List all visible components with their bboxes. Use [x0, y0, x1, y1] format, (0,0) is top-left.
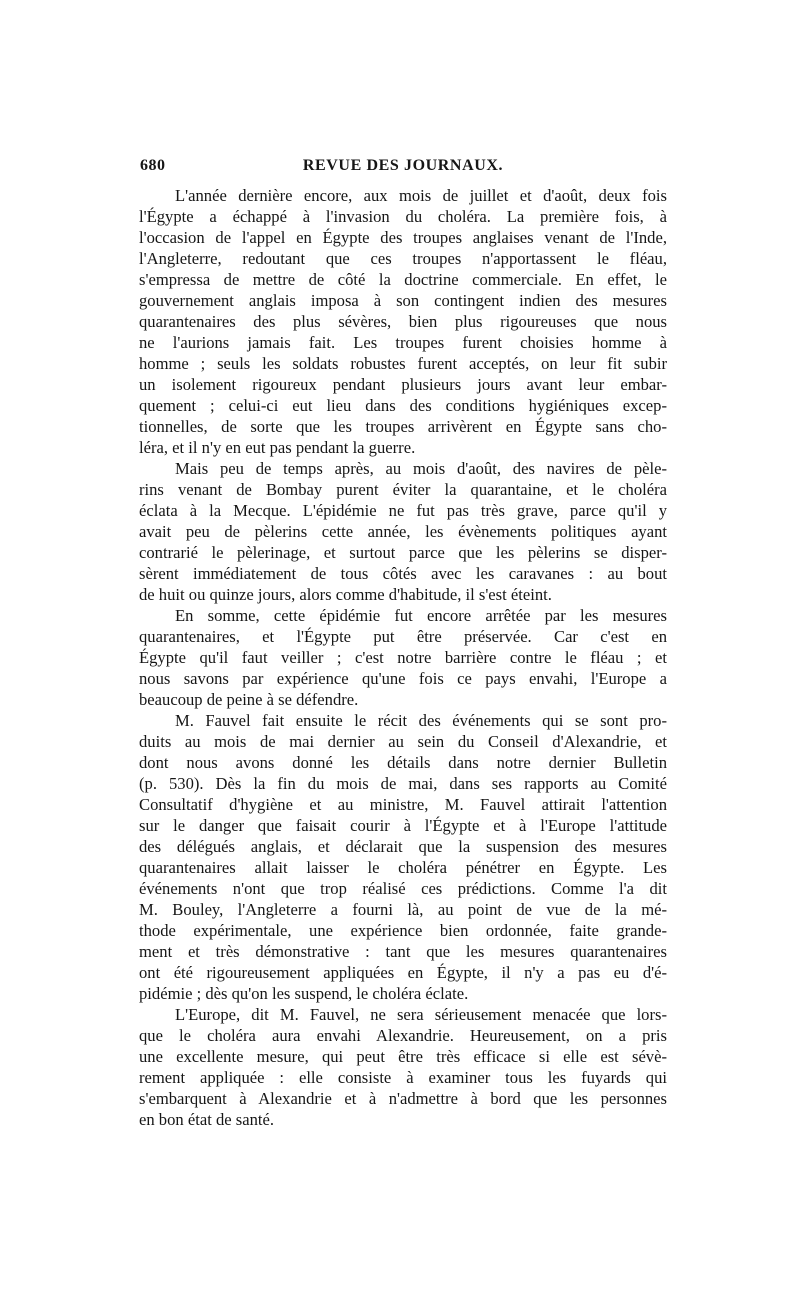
- text-line: pidémie ; dès qu'on les suspend, le choléra éclate.: [139, 984, 469, 1003]
- text-line: sèrent immédiatement de tous côtés avec les caravanes : au bout: [139, 564, 667, 583]
- text-line: en bon état de santé.: [139, 1110, 275, 1129]
- text-line: L'année dernière encore, aux mois de juillet et d'août, deux fois: [175, 186, 667, 205]
- text-line: quement ; celui-ci eut lieu dans des conditions hygiéniques excep-: [139, 396, 667, 415]
- text-line: de huit ou quinze jours, alors comme d'habitude, il s'est éteint.: [139, 585, 552, 604]
- text-line: rement appliquée : elle consiste à examiner tous les fuyards qui: [139, 1068, 667, 1087]
- text-line: une excellente mesure, qui peut être très efficace si elle est sévè-: [139, 1047, 667, 1066]
- text-line: des délégués anglais, et déclarait que la suspension des mesures: [139, 837, 667, 856]
- text-line: quarantenaires des plus sévères, bien plus rigoureuses que nous: [139, 312, 667, 331]
- text-line: contrarié le pèlerinage, et surtout parce que les pèlerins se disper-: [139, 543, 667, 562]
- text-line: gouvernement anglais imposa à son contingent indien des mesures: [139, 291, 667, 310]
- text-line: ne l'aurions jamais fait. Les troupes furent choisies homme à: [139, 333, 667, 352]
- text-line: thode expérimentale, une expérience bien ordonnée, faite grande-: [139, 921, 667, 940]
- text-line: ment et très démonstrative : tant que les mesures quarantenaires: [139, 942, 667, 961]
- text-line: événements n'ont que trop réalisé ces prédictions. Comme l'a dit: [139, 879, 667, 898]
- text-line: s'embarquent à Alexandrie et à n'admettre à bord que les personnes: [139, 1089, 667, 1108]
- text-line: quarantenaires allait laisser le choléra pénétrer en Égypte. Les: [139, 858, 667, 877]
- text-line: beaucoup de peine à se défendre.: [139, 690, 359, 709]
- text-line: homme ; seuls les soldats robustes furent acceptés, on leur fit subir: [139, 354, 667, 373]
- text-line: dont nous avons donné les détails dans notre dernier Bulletin: [139, 753, 667, 772]
- text-line: L'Europe, dit M. Fauvel, ne sera sérieusement menacée que lors-: [175, 1005, 667, 1024]
- text-line: M. Bouley, l'Angleterre a fourni là, au point de vue de la mé-: [139, 900, 667, 919]
- text-line: nous savons par expérience qu'une fois ce pays envahi, l'Europe a: [139, 669, 667, 688]
- paragraph-5: [139, 1004, 667, 1130]
- text-line: (p. 530). Dès la fin du mois de mai, dans ses rapports au Comité: [139, 774, 667, 793]
- text-line: s'empressa de mettre de côté la doctrine commerciale. En effet, le: [139, 270, 667, 289]
- text-line: Consultatif d'hygiène et au ministre, M. Fauvel attirait l'attention: [139, 795, 667, 814]
- text-line: l'occasion de l'appel en Égypte des troupes anglaises venant de l'Inde,: [139, 228, 667, 247]
- paragraph-4: [139, 710, 667, 1004]
- text-line: tionnelles, de sorte que les troupes arrivèrent en Égypte sans cho-: [139, 417, 667, 436]
- running-head: [140, 157, 666, 181]
- text-line: léra, et il n'y en eut pas pendant la guerre.: [139, 438, 416, 457]
- text-line: Égypte qu'il faut veiller ; c'est notre barrière contre le fléau ; et: [139, 648, 667, 667]
- paragraph-3: [139, 605, 667, 710]
- text-line: l'Égypte a échappé à l'invasion du choléra. La première fois, à: [139, 207, 667, 226]
- text-line: avait peu de pèlerins cette année, les évènements politiques ayant: [139, 522, 667, 541]
- page-number: 680: [140, 157, 166, 174]
- text-line: duits au mois de mai dernier au sein du Conseil d'Alexandrie, et: [139, 732, 667, 751]
- text-line: sur le danger que faisait courir à l'Égypte et à l'Europe l'attitude: [139, 816, 667, 835]
- text-line: que le choléra aura envahi Alexandrie. Heureusement, on a pris: [139, 1026, 667, 1045]
- paragraph-2: [139, 458, 667, 605]
- text-line: En somme, cette épidémie fut encore arrêtée par les mesures: [175, 606, 667, 625]
- journal-title: REVUE DES JOURNAUX.: [302, 157, 504, 174]
- text-line: éclata à la Mecque. L'épidémie ne fut pas très grave, parce qu'il y: [139, 501, 667, 520]
- text-line: M. Fauvel fait ensuite le récit des événements qui se sont pro-: [175, 711, 667, 730]
- text-line: un isolement rigoureux pendant plusieurs jours avant leur embar-: [139, 375, 667, 394]
- text-line: quarantenaires, et l'Égypte put être préservée. Car c'est en: [139, 627, 667, 646]
- text-line: l'Angleterre, redoutant que ces troupes n'apportassent le fléau,: [139, 249, 667, 268]
- article-body: [139, 185, 667, 1130]
- text-line: Mais peu de temps après, au mois d'août, des navires de pèle-: [175, 459, 667, 478]
- paragraph-1: [139, 185, 667, 458]
- text-line: ont été rigoureusement appliquées en Égypte, il n'y a pas eu d'é-: [139, 963, 667, 982]
- text-line: rins venant de Bombay purent éviter la quarantaine, et le choléra: [139, 480, 667, 499]
